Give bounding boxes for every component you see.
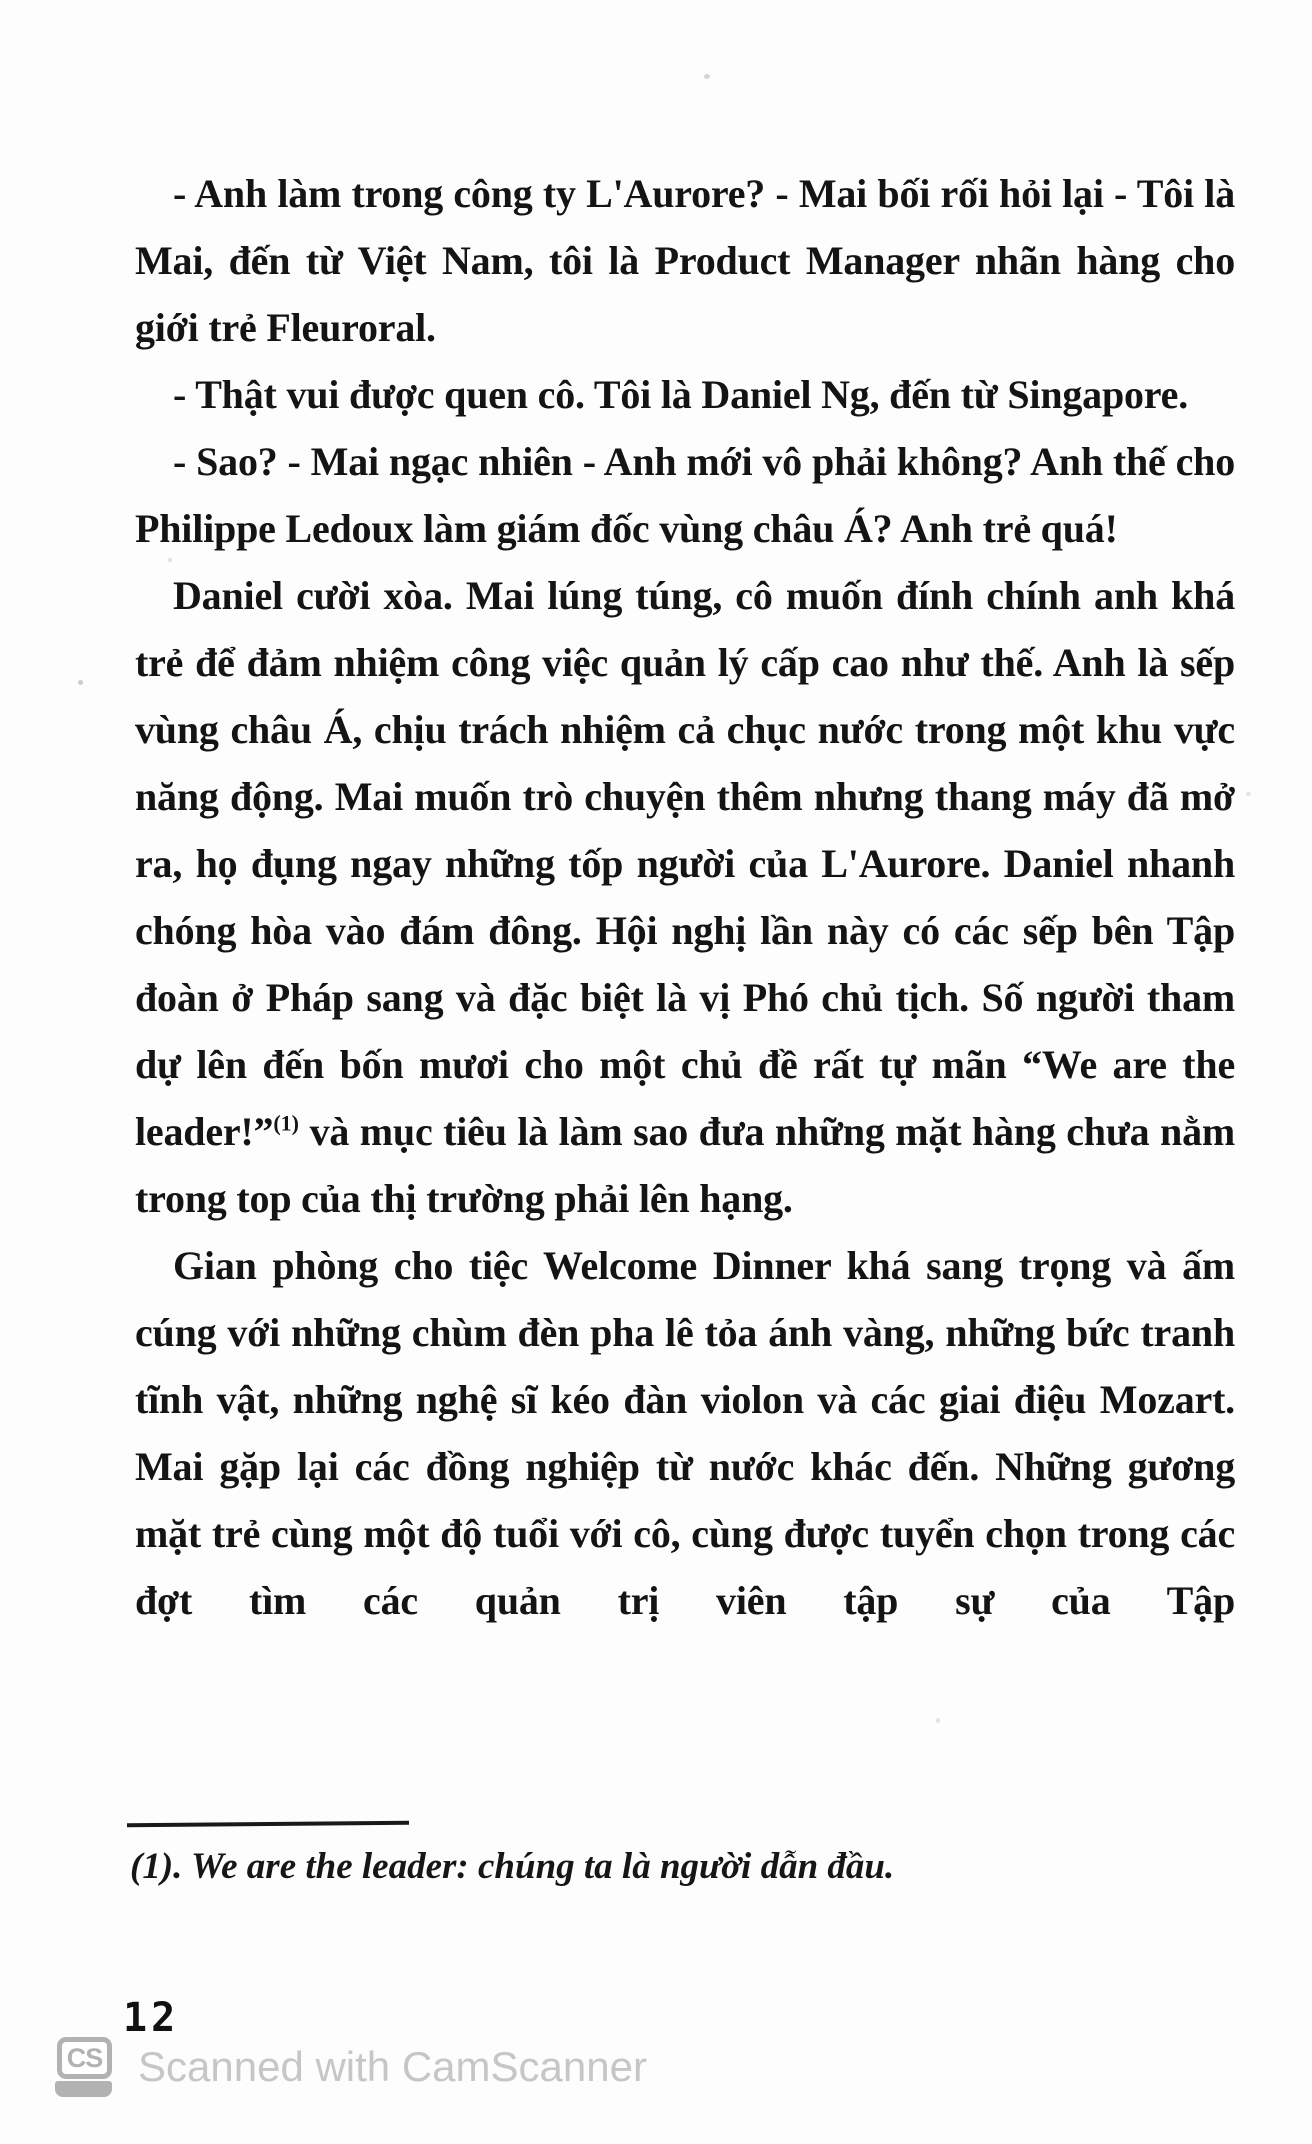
camscanner-badge-icon bbox=[55, 2037, 112, 2097]
footnote-separator bbox=[127, 1821, 409, 1827]
scan-speck bbox=[1246, 792, 1251, 796]
scan-speck bbox=[168, 558, 172, 562]
page-number: 12 bbox=[123, 1995, 180, 2041]
body-paragraph: - Anh làm trong công ty L'Aurore? - Mai bối rối hỏi lại - Tôi là Mai, đến từ Việt Nam, tôi là Product Manager nhãn hàng cho giới trẻ Fleuroral. bbox=[135, 171, 1235, 350]
body-paragraph bbox=[135, 562, 1235, 1232]
body-paragraph: - Thật vui được quen cô. Tôi là Daniel Ng, đến từ Singapore. bbox=[173, 372, 1188, 417]
footnote: (1). We are the leader: chúng ta là người dẫn đầu. bbox=[130, 1846, 895, 1887]
footnote-superscript: (1) bbox=[273, 1110, 299, 1136]
camscanner-badge-label: CS bbox=[66, 2042, 103, 2073]
camscanner-badge-box bbox=[57, 2037, 112, 2079]
scan-speck bbox=[620, 1462, 624, 1466]
scan-speck bbox=[78, 680, 83, 685]
body-paragraph: Gian phòng cho tiệc Welcome Dinner khá sang trọng và ấm cúng với những chùm đèn pha lê tỏa ánh vàng, những bức tranh tĩnh vật, những nghệ sĩ kéo đàn violon và các giai điệu Mozart. Mai gặp lại các đồng nghiệp từ nước khác đến. Những gương mặt trẻ cùng một độ tuổi với cô, cùng được tuyển chọn trong các đợt tìm các quản trị viên tập sự của Tập bbox=[135, 1243, 1235, 1623]
paragraph-text: Daniel cười xòa. Mai lúng túng, cô muốn đính chính anh khá trẻ để đảm nhiệm công việc quản lý cấp cao như thế. Anh là sếp vùng châu Á, chịu trách nhiệm cả chục nước trong một khu vực năng động. Mai muốn trò chuyện thêm nhưng thang máy đã mở ra, họ đụng ngay những tốp người của L'Aurore. Daniel nhanh chóng hòa vào đám đông. Hội nghị lần này có các sếp bên Tập đoàn ở Pháp sang và đặc biệt là vị Phó chủ tịch. Số người tham dự lên đến bốn mươi cho một chủ đề rất tự mãn “We are the leader!” bbox=[135, 573, 1235, 1154]
camscanner-watermark bbox=[55, 2036, 647, 2098]
body-text bbox=[135, 160, 1235, 1634]
camscanner-text: Scanned with CamScanner bbox=[138, 2043, 647, 2090]
paragraph-text: và mục tiêu là làm sao đưa những mặt hàng chưa nằm trong top của thị trường phải lên hạng. bbox=[135, 1109, 1235, 1221]
camscanner-badge-tray bbox=[55, 2081, 112, 2097]
scan-speck bbox=[936, 1718, 940, 1723]
scan-speck bbox=[704, 74, 710, 79]
body-paragraph: - Sao? - Mai ngạc nhiên - Anh mới vô phải không? Anh thế cho Philippe Ledoux làm giám đốc vùng châu Á? Anh trẻ quá! bbox=[135, 439, 1235, 551]
